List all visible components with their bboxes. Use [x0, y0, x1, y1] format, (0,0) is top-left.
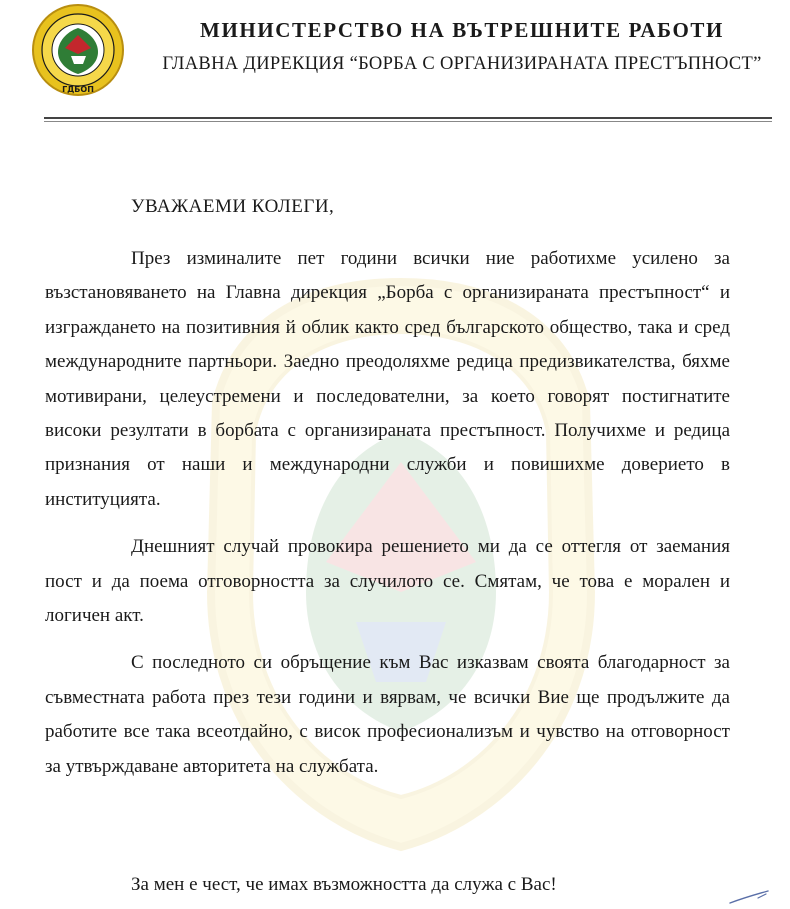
- header-divider-thin: [44, 121, 772, 122]
- gdbop-seal-logo: [30, 2, 126, 98]
- letter-paragraph-3: С последното си обръщение към Вас изказвам своята благодарност за съвместната работа през тези години и вярвам, че всички Вие ще продължите да работите все така всеотдайно, с висок професионализъм и чувство на отговорност за утвърждаване авторитета на службата.: [45, 652, 730, 777]
- ministry-title: МИНИСТЕРСТВО НА ВЪТРЕШНИТЕ РАБОТИ: [200, 18, 724, 42]
- letter-salutation: УВАЖАЕМИ КОЛЕГИ,: [131, 196, 335, 217]
- header-divider: [44, 117, 772, 119]
- letter-body: [45, 242, 730, 784]
- signature-stroke-icon: [728, 888, 772, 906]
- letter-closing: За мен е чест, че имах възможността да служа с Вас!: [131, 874, 557, 895]
- letter-paragraph-1: През изминалите пет години всички ние работихме усилено за възстановяването на Главна дирекция „Борба с организираната престъпност“ и изграждането на позитивния й облик както сред българското общество, така и сред международните партньори. Заедно преодоляхме редица предизвикателства, бяхме мотивирани, целеустремени и последователни, за което говорят постигнатите високи резултати в борбата с организираната престъпност. Получихме и редица признания от наши и международни служби и повишихме доверието в институцията.: [45, 248, 730, 510]
- directorate-title: ГЛАВНА ДИРЕКЦИЯ “БОРБА С ОРГАНИЗИРАНАТА ПРЕСТЪПНОСТ”: [162, 54, 762, 74]
- letter-paragraph-2: Днешният случай провокира решението ми да се оттегля от заемания пост и да поема отговорността за случилото се. Смятам, че това е морален и логичен акт.: [45, 536, 730, 627]
- logo-caption: ГДБОП: [62, 85, 94, 94]
